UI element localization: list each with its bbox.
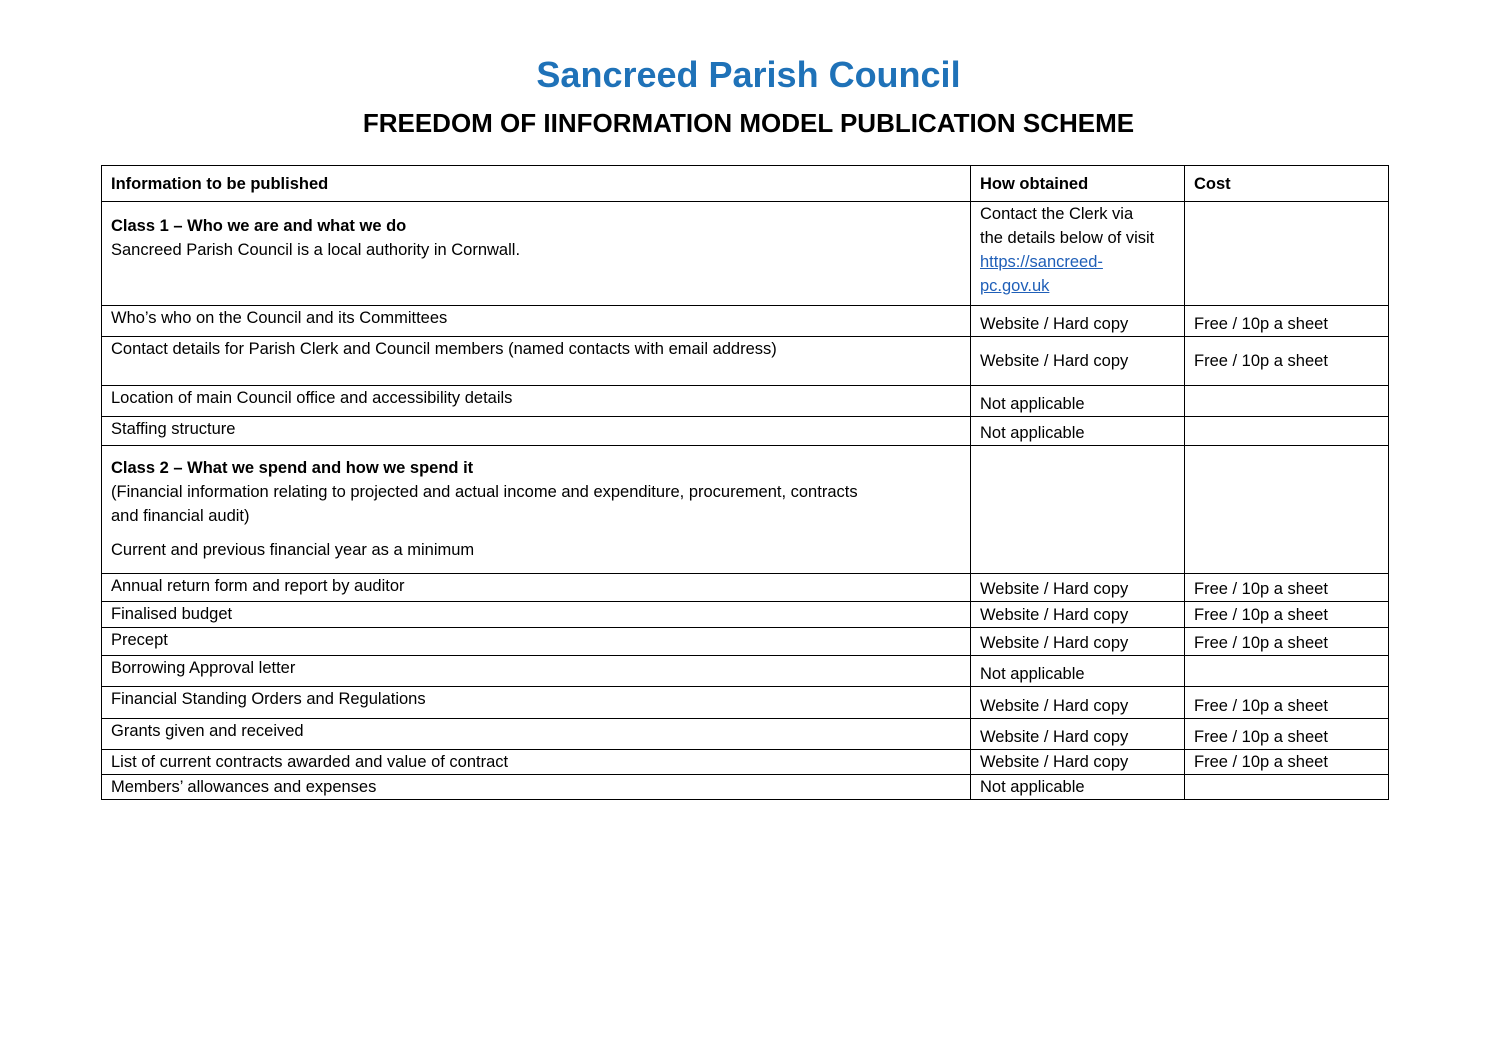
table-row (102, 628, 1389, 656)
row-info: Staffing structure (102, 417, 971, 446)
row-info: Financial Standing Orders and Regulations (102, 687, 971, 719)
table-row (102, 602, 1389, 628)
table-row (102, 306, 1389, 337)
row-cost: Free / 10p a sheet (1185, 602, 1389, 628)
row-cost: Free / 10p a sheet (1185, 337, 1389, 386)
website-link[interactable]: https://sancreed- (980, 253, 1103, 271)
page-title: Sancreed Parish Council (536, 54, 961, 95)
table-row (102, 386, 1389, 417)
row-how: Website / Hard copy (971, 306, 1185, 337)
header-how-obtained: How obtained (971, 166, 1185, 202)
row-how: Website / Hard copy (971, 602, 1185, 628)
table-row (102, 417, 1389, 446)
class2-note: Current and previous financial year as a minimum (111, 541, 475, 559)
table-row (102, 719, 1389, 750)
row-cost (1185, 775, 1389, 800)
table-row (102, 574, 1389, 602)
class1-info-cell (102, 202, 971, 306)
class1-cost-cell (1185, 202, 1389, 306)
row-info: Grants given and received (102, 719, 971, 750)
row-cost: Free / 10p a sheet (1185, 628, 1389, 656)
row-how: Not applicable (971, 386, 1185, 417)
class2-description-line1: (Financial information relating to projected and actual income and expenditure, procurement, contracts (111, 483, 858, 501)
row-how: Website / Hard copy (971, 574, 1185, 602)
header-cost: Cost (1185, 166, 1389, 202)
table-row (102, 656, 1389, 687)
row-cost: Free / 10p a sheet (1185, 719, 1389, 750)
row-how: Website / Hard copy (971, 719, 1185, 750)
table-row (102, 337, 1389, 386)
class2-heading: Class 2 – What we spend and how we spend it (111, 459, 474, 477)
row-cost (1185, 386, 1389, 417)
page-subtitle: FREEDOM OF IINFORMATION MODEL PUBLICATION SCHEME (362, 108, 1135, 138)
table-row (102, 687, 1389, 719)
class1-heading: Class 1 – Who we are and what we do (111, 217, 407, 235)
class1-row (102, 202, 1389, 306)
row-info: Precept (102, 628, 971, 656)
row-how: Website / Hard copy (971, 337, 1185, 386)
row-how: Website / Hard copy (971, 687, 1185, 719)
publication-scheme-table (101, 165, 1389, 800)
class1-how-line1: Contact the Clerk via (980, 205, 1134, 223)
row-how: Website / Hard copy (971, 750, 1185, 775)
table-row (102, 775, 1389, 800)
row-how: Website / Hard copy (971, 628, 1185, 656)
row-cost: Free / 10p a sheet (1185, 687, 1389, 719)
row-info: List of current contracts awarded and value of contract (102, 750, 971, 775)
website-link-continued[interactable]: pc.gov.uk (980, 277, 1050, 295)
row-how: Not applicable (971, 417, 1185, 446)
row-info: Finalised budget (102, 602, 971, 628)
row-info: Borrowing Approval letter (102, 656, 971, 687)
class2-info-cell (102, 446, 971, 574)
row-info: Contact details for Parish Clerk and Council members (named contacts with email address) (102, 337, 971, 386)
class1-how-line2: the details below of visit (980, 229, 1155, 247)
row-cost: Free / 10p a sheet (1185, 750, 1389, 775)
table-row (102, 750, 1389, 775)
row-cost: Free / 10p a sheet (1185, 574, 1389, 602)
class2-description-line2: and financial audit) (111, 507, 250, 525)
row-cost: Free / 10p a sheet (1185, 306, 1389, 337)
header-information: Information to be published (102, 166, 971, 202)
row-how: Not applicable (971, 656, 1185, 687)
row-info: Who’s who on the Council and its Committees (102, 306, 971, 337)
class2-row (102, 446, 1389, 574)
class1-description: Sancreed Parish Council is a local authority in Cornwall. (111, 241, 521, 259)
class2-how-cell (971, 446, 1185, 574)
row-cost (1185, 417, 1389, 446)
class2-cost-cell (1185, 446, 1389, 574)
row-how: Not applicable (971, 775, 1185, 800)
row-info: Location of main Council office and accessibility details (102, 386, 971, 417)
row-cost (1185, 656, 1389, 687)
row-info: Members’ allowances and expenses (102, 775, 971, 800)
table-header-row (102, 166, 1389, 202)
class1-how-cell (971, 202, 1185, 306)
row-info: Annual return form and report by auditor (102, 574, 971, 602)
